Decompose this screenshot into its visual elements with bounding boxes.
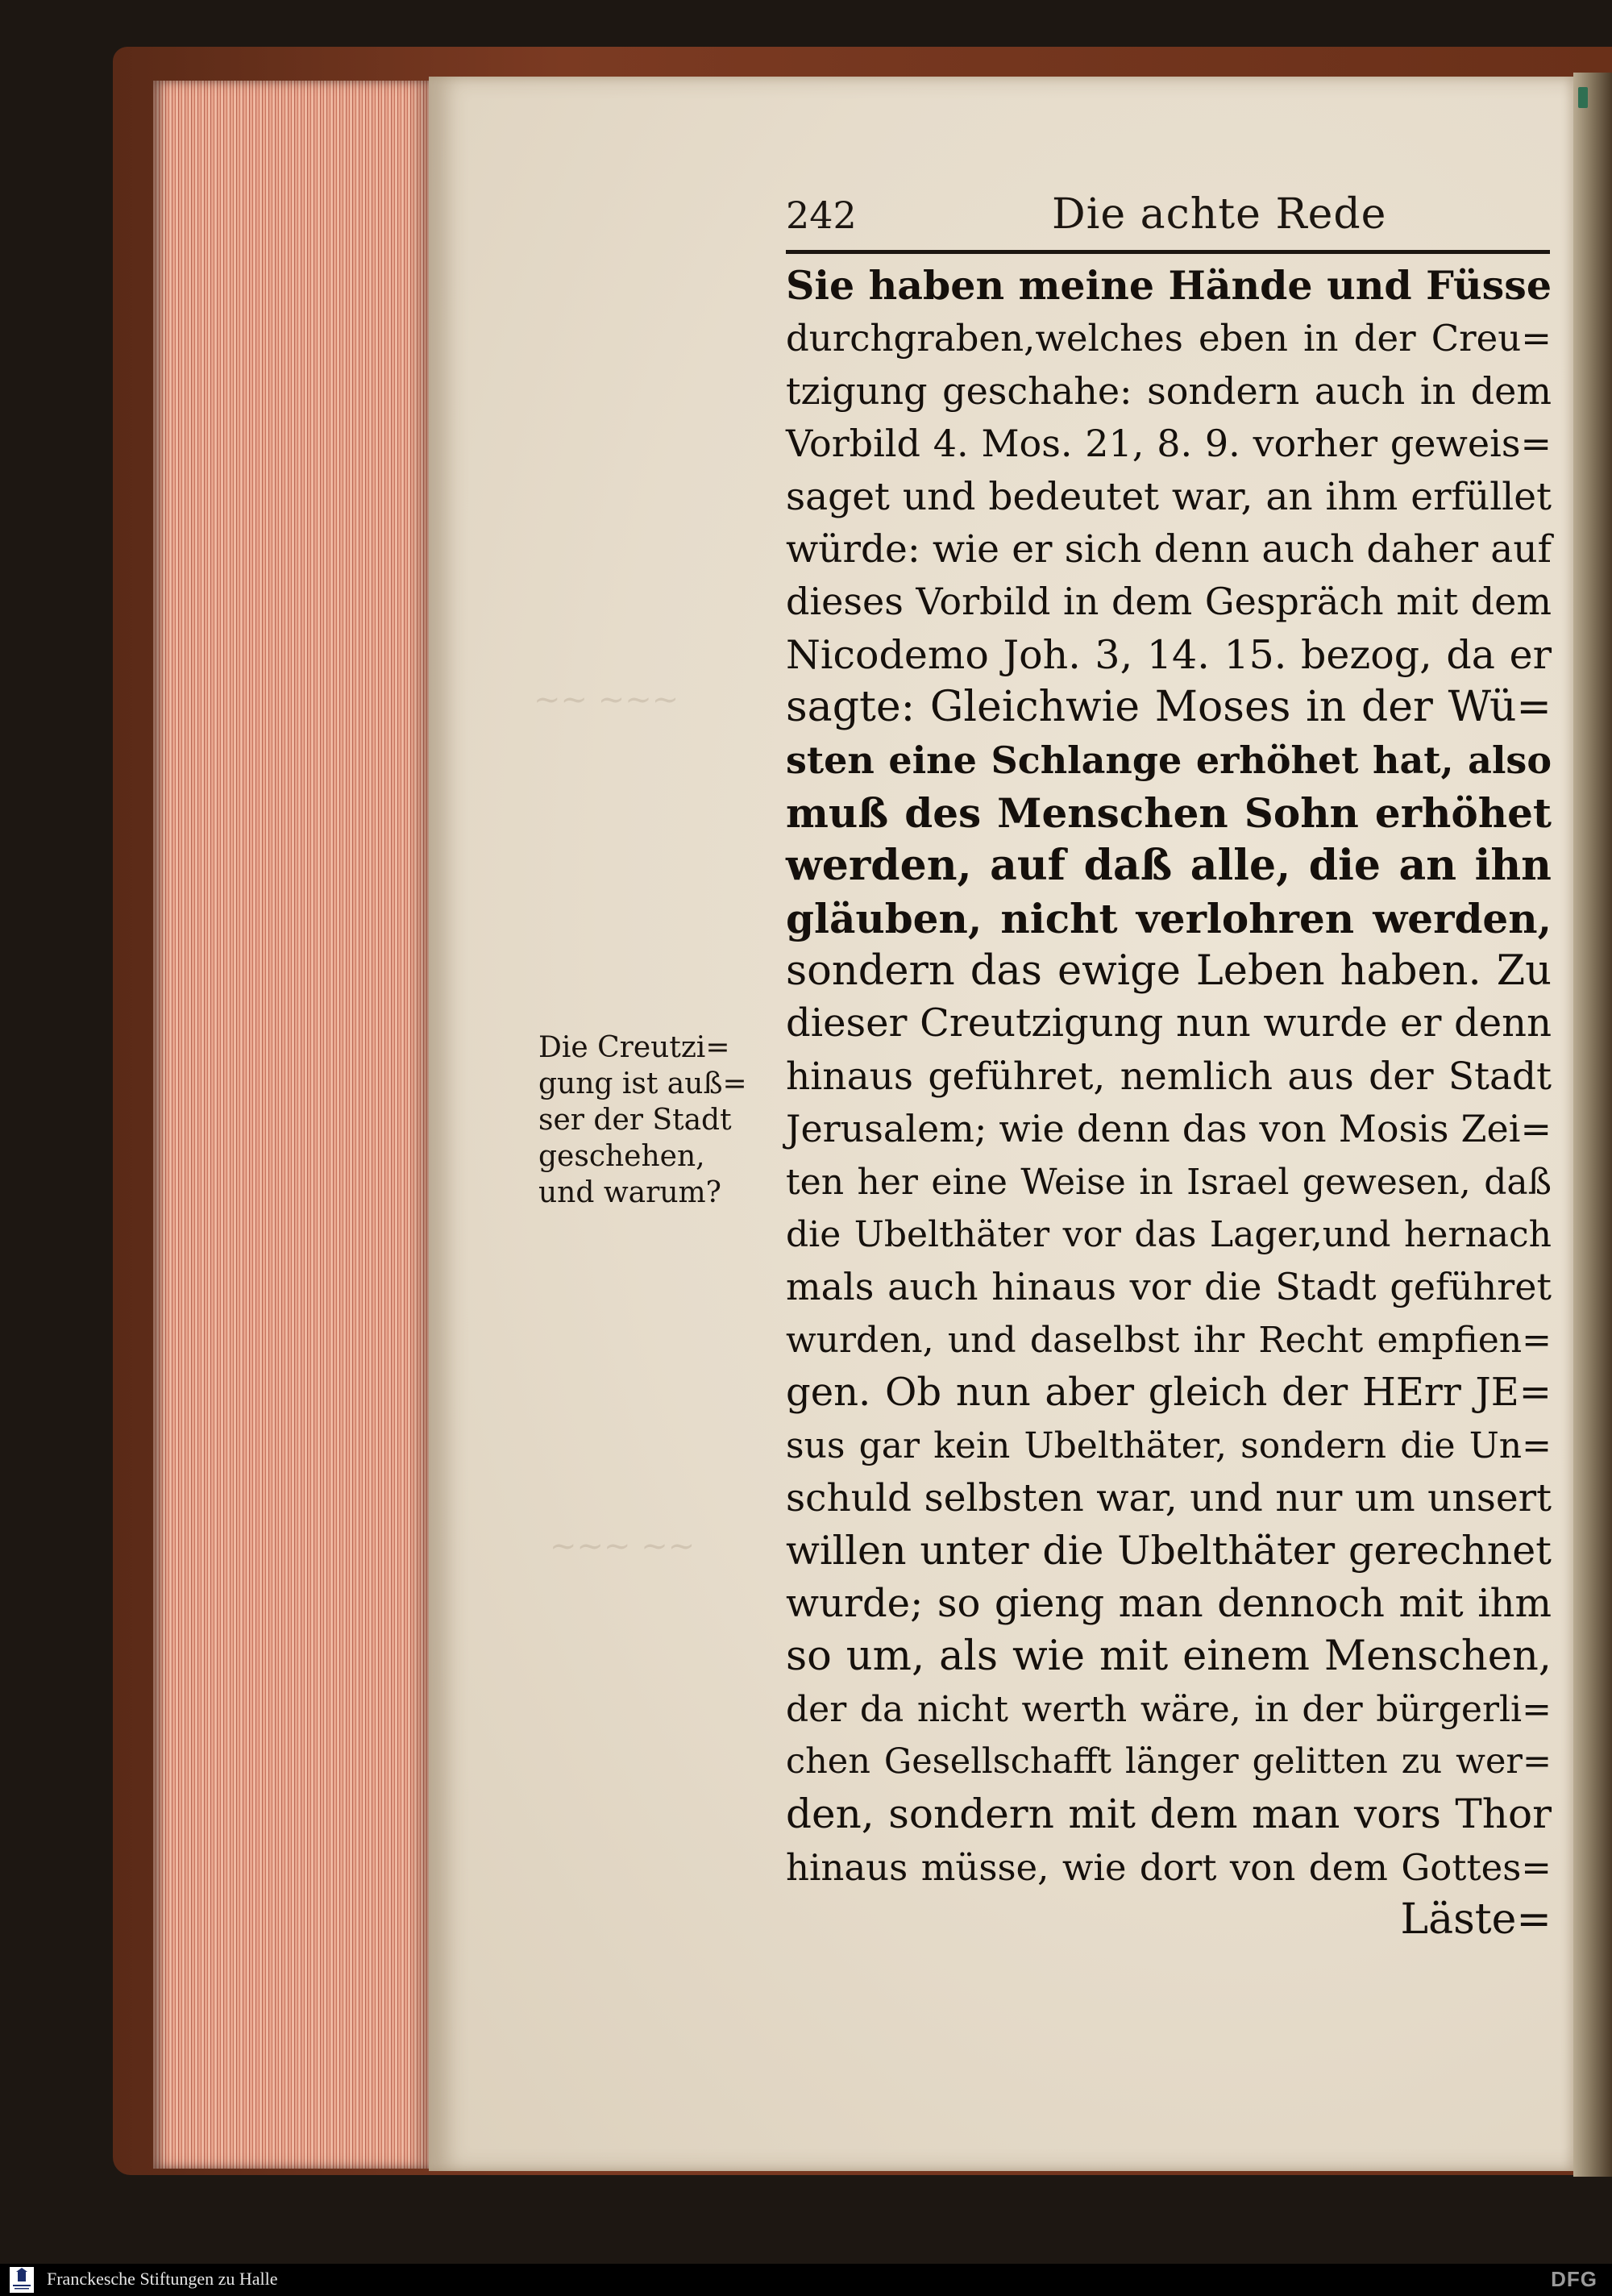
text-line: dieser Creutzigung nun wurde er denn bbox=[786, 1000, 1552, 1046]
header-rule bbox=[786, 250, 1550, 254]
text-line: Nicodemo Joh. 3, 14. 15. bezog, da er bbox=[786, 631, 1552, 678]
text-line: hinaus müsse, wie dort von dem Gottes= bbox=[786, 1845, 1552, 1889]
text-line: Sie haben meine Hände und Füsse bbox=[786, 262, 1552, 309]
show-through-text: ~~ ~~~ bbox=[534, 681, 679, 718]
text-line: willen unter die Ubelthäter gerechnet bbox=[786, 1528, 1552, 1574]
text-line: den, sondern mit dem man vors Thor bbox=[786, 1791, 1552, 1838]
text-line: mals auch hinaus vor die Stadt geführet bbox=[786, 1265, 1552, 1309]
text-line: der da nicht werth wäre, in der bürgerli= bbox=[786, 1688, 1552, 1730]
bookmark-ribbon bbox=[1578, 87, 1588, 108]
text-line: würde: wie er sich denn auch daher auf bbox=[786, 526, 1552, 572]
text-line: so um, als wie mit einem Menschen, bbox=[786, 1633, 1552, 1681]
text-line: tzigung geschahe: sondern auch in dem bbox=[786, 368, 1552, 413]
text-line: muß des Menschen Sohn erhöhet bbox=[786, 788, 1552, 837]
footer-bar bbox=[0, 2264, 1612, 2296]
marginal-note-line: ser der Stadt bbox=[538, 1104, 732, 1137]
text-line: schuld selbsten war, und nur um unsert bbox=[786, 1475, 1552, 1520]
text-line: sus gar kein Ubelthäter, sondern die Un= bbox=[786, 1425, 1552, 1466]
marginal-note-line: gung ist auß= bbox=[538, 1067, 747, 1100]
marginal-note-line: geschehen, bbox=[538, 1140, 705, 1173]
text-line: gen. Ob nun aber gleich der HErr JE= bbox=[786, 1370, 1552, 1416]
text-line: saget und bedeutet war, an ihm erfüllet bbox=[786, 474, 1552, 519]
footer-dfg-logo: DFG bbox=[1551, 2267, 1597, 2291]
text-line: wurden, und daselbst ihr Recht empfien= bbox=[786, 1319, 1552, 1361]
page-header bbox=[786, 187, 1552, 243]
marginal-note-line: und warum? bbox=[538, 1176, 721, 1209]
page-number: 242 bbox=[786, 193, 857, 237]
show-through-text: ~~~ ~~ bbox=[550, 1528, 696, 1565]
text-line: ten her eine Weise in Israel gewesen, daß bbox=[786, 1161, 1552, 1203]
page-fore-edge bbox=[153, 81, 431, 2169]
text-line: Läste= bbox=[1400, 1895, 1552, 1945]
text-line: sten eine Schlange erhöhet hat, also bbox=[786, 738, 1552, 782]
text-line: gläuben, nicht verlohren werden, bbox=[786, 894, 1552, 942]
footer-institution: Franckesche Stiftungen zu Halle bbox=[47, 2269, 278, 2289]
marginal-note bbox=[538, 1029, 780, 1211]
text-line: sondern das ewige Leben haben. Zu bbox=[786, 947, 1552, 996]
text-line: Vorbild 4. Mos. 21, 8. 9. vorher geweis= bbox=[786, 422, 1552, 466]
marginal-note-line: Die Creutzi= bbox=[538, 1031, 730, 1064]
running-head: Die achte Rede bbox=[1052, 190, 1387, 239]
text-line: sagte: Gleichwie Moses in der Wü= bbox=[786, 683, 1552, 732]
institution-logo-icon bbox=[10, 2267, 34, 2293]
page-gutter bbox=[1573, 73, 1612, 2177]
text-line: die Ubelthäter vor das Lager,und hernach bbox=[786, 1214, 1552, 1256]
text-line: werden, auf daß alle, die an ihn bbox=[786, 841, 1552, 891]
text-line: wurde; so gieng man dennoch mit ihm bbox=[786, 1580, 1552, 1626]
text-line: Jerusalem; wie denn das von Mosis Zei= bbox=[786, 1107, 1552, 1151]
main-text-block bbox=[786, 260, 1552, 1947]
text-line: dieses Vorbild in dem Gespräch mit dem bbox=[786, 580, 1552, 624]
text-line: chen Gesellschafft länger gelitten zu wer= bbox=[786, 1741, 1552, 1782]
text-line: hinaus geführet, nemlich aus der Stadt bbox=[786, 1054, 1552, 1099]
text-line: durchgraben,welches eben in der Creu= bbox=[786, 317, 1552, 360]
